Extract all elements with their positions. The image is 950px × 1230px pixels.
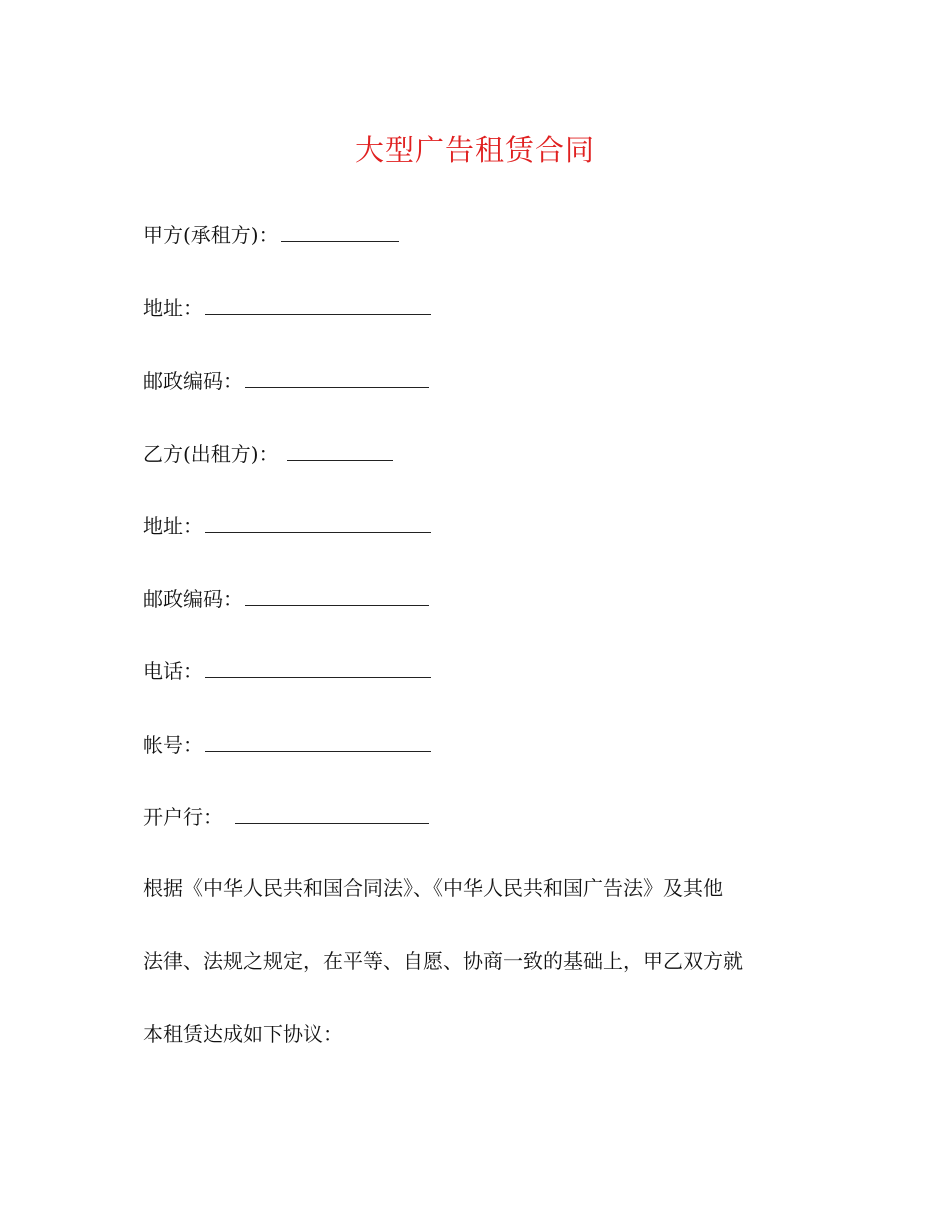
field-label: 帐号： (143, 733, 203, 757)
fill-blank[interactable] (205, 731, 431, 752)
field-label: 乙方(出租方)： (143, 442, 279, 466)
paragraph-line: 根据《中华人民共和国合同法》、《中华人民共和国广告法》及其他 (143, 876, 723, 900)
field-address-b (143, 512, 431, 539)
fill-blank[interactable] (205, 657, 431, 678)
field-bank (143, 803, 429, 830)
field-label: 邮政编码： (143, 369, 243, 393)
fill-blank[interactable] (245, 367, 429, 388)
field-label: 电话： (143, 659, 203, 683)
field-address-a (143, 294, 431, 321)
fill-blank[interactable] (205, 294, 431, 315)
field-label: 开户行： (143, 805, 223, 829)
field-label: 甲方(承租方)： (143, 223, 279, 247)
fill-blank[interactable] (287, 440, 393, 461)
field-label: 邮政编码： (143, 587, 243, 611)
field-phone (143, 657, 431, 684)
field-party-b (143, 440, 393, 467)
field-party-a (143, 221, 399, 248)
fill-blank[interactable] (245, 585, 429, 606)
field-label: 地址： (143, 296, 203, 320)
field-postcode-b (143, 585, 429, 612)
fill-blank[interactable] (235, 803, 429, 824)
fill-blank[interactable] (205, 512, 431, 533)
paragraph-line: 法律、法规之规定，在平等、自愿、协商一致的基础上，甲乙双方就 (143, 949, 743, 973)
paragraph-line: 本租赁达成如下协议： (143, 1022, 343, 1046)
field-postcode-a (143, 367, 429, 394)
fill-blank[interactable] (281, 221, 399, 242)
document-title: 大型广告租赁合同 (354, 133, 595, 167)
field-account (143, 731, 431, 758)
field-label: 地址： (143, 514, 203, 538)
